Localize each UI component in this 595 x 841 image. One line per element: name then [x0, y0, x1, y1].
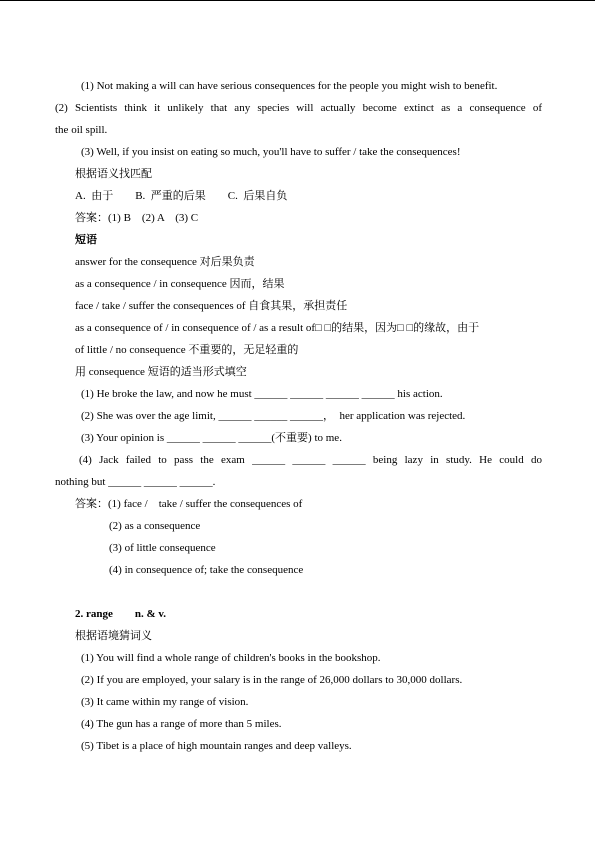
phrase-item: of little / no consequence 不重要的，无足轻重的 — [75, 344, 299, 356]
consequence-example-2: (2) Scientists think it unlikely that any species will actually become extinct as a consequence of — [55, 102, 542, 114]
range-example: (4) The gun has a range of more than 5 miles. — [81, 718, 282, 730]
phrase-item: as a consequence / in consequence 因而，结果 — [75, 278, 285, 290]
fill-item-3: (3) Your opinion is ______ ______ ______(不重要) to me. — [81, 432, 342, 444]
range-example: (1) You will find a whole range of children's books in the bookshop. — [81, 652, 381, 664]
match-instruction: 根据语义找匹配 — [75, 168, 152, 180]
fill-answer-3: (3) of little consequence — [109, 542, 216, 554]
range-example: (5) Tibet is a place of high mountain ranges and deep valleys. — [81, 740, 352, 752]
fill-answer-2: (2) as a consequence — [109, 520, 201, 532]
match-answer: 答案：(1) B (2) A (3) C — [75, 212, 199, 224]
range-example: (3) It came within my range of vision. — [81, 696, 249, 708]
match-options: A. 由于 B. 严重的后果 C. 后果自负 — [75, 190, 288, 202]
range-instruction: 根据语境猜词义 — [75, 630, 152, 642]
consequence-example-3: (3) Well, if you insist on eating so much, you'll have to suffer / take the consequences! — [81, 146, 461, 158]
range-example: (2) If you are employed, your salary is in the range of 26,000 dollars to 30,000 dollars. — [81, 674, 463, 686]
fill-answer-1: 答案：(1) face / take / suffer the consequences of — [75, 498, 303, 510]
phrase-item: answer for the consequence 对后果负责 — [75, 256, 255, 268]
phrases-heading: 短语 — [75, 234, 97, 246]
fill-item-1: (1) He broke the law, and now he must ______ ______ ______ ______ his action. — [81, 388, 443, 400]
fill-item-4-cont: nothing but ______ ______ ______. — [55, 476, 216, 488]
fill-item-4: (4) Jack failed to pass the exam ______ ______ ______ being lazy in study. He could do — [79, 454, 542, 466]
page-top-border — [0, 0, 595, 1]
fill-item-2: (2) She was over the age limit, ______ ______ ______， her application was rejected. — [81, 410, 466, 422]
phrase-item: as a consequence of / in consequence of / as a result of□ □的结果，因为□ □的缘故，由于 — [75, 322, 480, 334]
phrase-item: face / take / suffer the consequences of 自食其果，承担责任 — [75, 300, 348, 312]
fill-instruction: 用 consequence 短语的适当形式填空 — [75, 366, 247, 378]
consequence-example-2-cont: the oil spill. — [55, 124, 108, 136]
fill-answer-4: (4) in consequence of; take the consequence — [109, 564, 304, 576]
consequence-example-1: (1) Not making a will can have serious consequences for the people you might wish to benefit. — [81, 80, 498, 92]
range-heading: 2. range n. & v. — [75, 608, 167, 620]
